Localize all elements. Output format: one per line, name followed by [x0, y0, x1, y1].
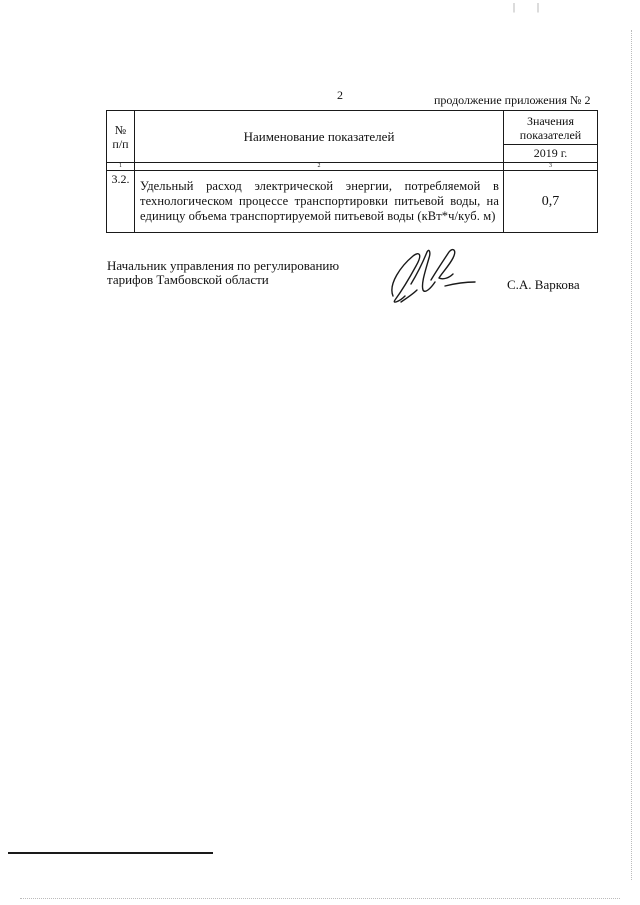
footer-rule [8, 852, 213, 854]
indicators-table [106, 110, 598, 233]
column-index-3: 3 [504, 163, 598, 171]
column-index-row [107, 163, 598, 171]
table-header-row [107, 111, 598, 145]
signatory-name: С.А. Варкова [507, 277, 580, 292]
row-number: 3.2. [107, 171, 135, 233]
row-indicator-value: 0,7 [504, 171, 598, 233]
handwritten-signature [383, 244, 483, 306]
appendix-continuation-label: продолжение приложения № 2 [434, 93, 591, 107]
header-number: № п/п [107, 111, 135, 163]
header-year: 2019 г. [504, 145, 598, 163]
signatory-position [107, 259, 339, 287]
column-index-2: 2 [135, 163, 504, 171]
page-number: 2 [337, 88, 343, 102]
row-indicator-name: Удельный расход электрической энергии, потребляемой в технологическом процессе транспортировки питьевой воды, на единицу объема транспортируемой питьевой воды (кВт*ч/куб. м) [135, 171, 504, 233]
table-row [107, 171, 598, 233]
column-index-1: 1 [107, 163, 135, 171]
scan-mark-right: | [537, 2, 540, 13]
signatory-position-line2: тарифов Тамбовской области [107, 272, 269, 287]
signatory-position-line1: Начальник управления по регулированию [107, 258, 340, 273]
scan-edge-right [629, 30, 632, 880]
scan-mark-left: | [513, 2, 516, 13]
header-name: Наименование показателей [135, 111, 504, 163]
scan-edge-bottom [20, 897, 620, 899]
header-value: Значения показателей [504, 111, 598, 145]
